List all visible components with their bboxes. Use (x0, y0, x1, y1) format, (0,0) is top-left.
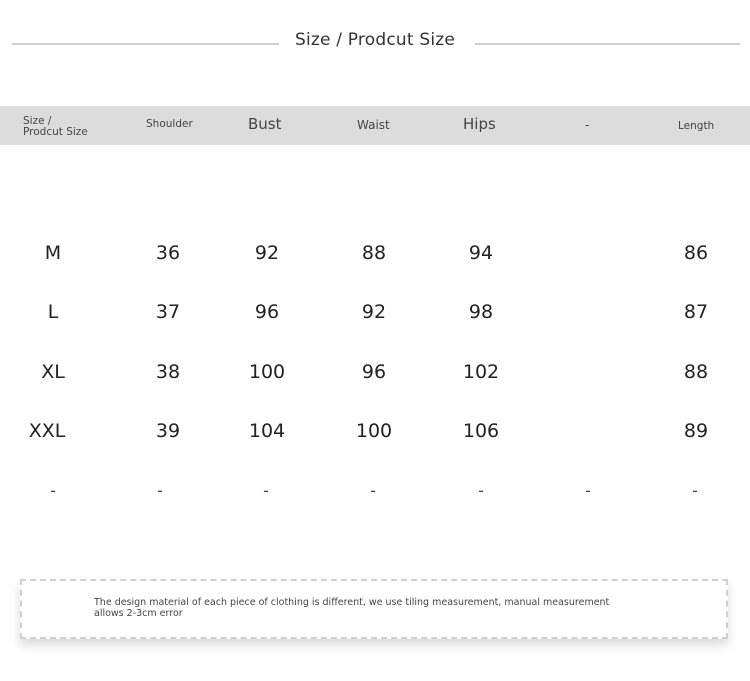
header-shoulder-label: Shoulder (146, 118, 193, 130)
cell-shoulder: 39 (155, 420, 181, 442)
header-blank-label: - (585, 118, 590, 132)
header-waist-label: Waist (357, 118, 390, 132)
table-row (0, 413, 750, 449)
table-row (0, 294, 750, 330)
cell-length: 86 (683, 242, 709, 264)
page-title: Size / Prodcut Size (294, 30, 456, 50)
cell-waist: 88 (361, 242, 387, 264)
cell-hips: 98 (468, 301, 494, 323)
cell-bust: 100 (248, 361, 286, 383)
table-row (0, 473, 750, 509)
cell-size: M (44, 242, 62, 264)
cell-bust: 92 (254, 242, 280, 264)
title-rule-right (475, 43, 740, 45)
cell-shoulder: 36 (155, 242, 181, 264)
cell-hips: - (478, 481, 484, 500)
cell-bust: 96 (254, 301, 280, 323)
header-size (23, 106, 113, 145)
cell-hips: 106 (462, 420, 500, 442)
cell-size: L (47, 301, 59, 323)
cell-waist: - (370, 481, 376, 500)
header-bust-label: Bust (248, 115, 282, 133)
table-row (0, 235, 750, 271)
header-length-label: Length (678, 120, 715, 132)
cell-length: - (692, 481, 698, 500)
cell-size: XXL (28, 420, 66, 442)
cell-shoulder: - (157, 481, 163, 500)
cell-waist: 100 (355, 420, 393, 442)
cell-size: - (50, 481, 56, 500)
cell-shoulder: 37 (155, 301, 181, 323)
cell-waist: 92 (361, 301, 387, 323)
header-size-line1: Size / (23, 115, 52, 127)
title-rule-left (12, 43, 279, 45)
cell-waist: 96 (361, 361, 387, 383)
header-hips-label: Hips (463, 115, 496, 133)
cell-bust: 104 (248, 420, 286, 442)
cell-size: XL (41, 361, 65, 383)
cell-length: 87 (683, 301, 709, 323)
cell-shoulder: 38 (155, 361, 181, 383)
cell-bust: - (263, 481, 269, 500)
measurement-note (20, 579, 728, 639)
cell-length: 89 (683, 420, 709, 442)
cell-length: 88 (683, 361, 709, 383)
header-size-line2: Prodcut Size (23, 126, 88, 138)
cell-hips: 94 (468, 242, 494, 264)
table-row (0, 354, 750, 390)
table-header (0, 106, 750, 145)
cell-hips: 102 (462, 361, 500, 383)
title-row (0, 28, 750, 58)
measurement-note-text: The design material of each piece of clothing is different, we use tiling measurement, manual measurement allows 2-3cm error (94, 597, 610, 619)
cell-blank: - (585, 481, 591, 500)
